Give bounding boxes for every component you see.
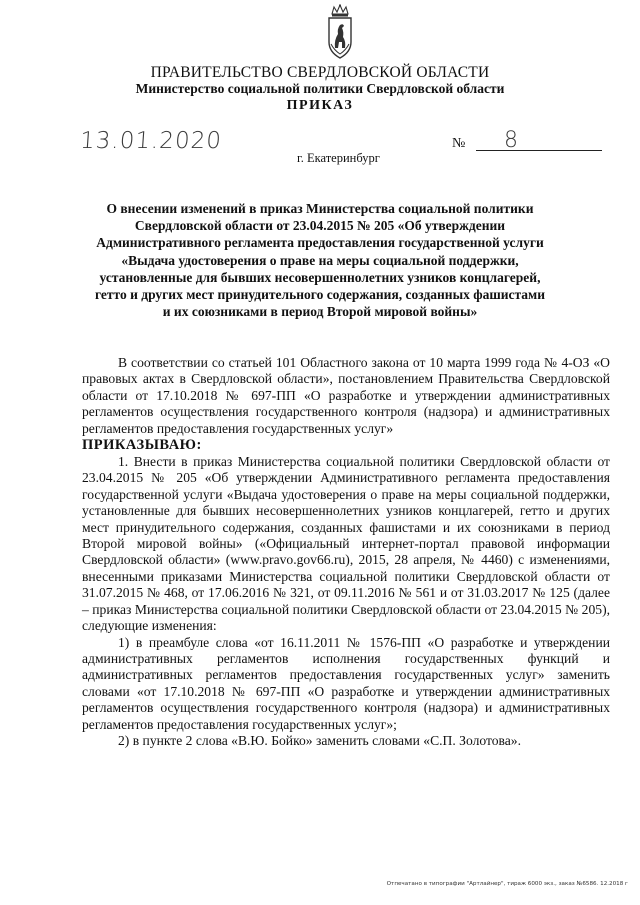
number-underline — [476, 150, 602, 151]
title-line: Административного регламента предоставления государственной услуги — [96, 235, 544, 251]
item-1-1-paragraph: 1) в преамбуле слова «от 16.11.2011 № 1576-ПП «О разработке и утверждении административных регламентов исполнения государственных функций и административных регламентов предоставления государственных услуг» заменить словами «от 17.10.2018 № 697-ПП «О разработке и утверждении административных регламентов осуществления государственного контроля (надзора) и административных регламентов предоставления государственных услуг»; — [82, 634, 610, 732]
document-body — [82, 355, 610, 749]
document-type: ПРИКАЗ — [286, 98, 354, 113]
title-line: и их союзниками в период Второй мировой войны» — [162, 304, 478, 320]
title-line: Свердловской области от 23.04.2015 № 205 «Об утверждении — [134, 218, 506, 234]
order-keyword: ПРИКАЗЫВАЮ: — [82, 437, 202, 454]
title-line: О внесении изменений в приказ Министерства социальной политики — [106, 201, 534, 216]
item-1-paragraph: 1. Внести в приказ Министерства социальной политики Свердловской области от 23.04.2015 № 205 «Об утверждении Административного регламента предоставления государственной услуги «Выдача удостоверения о праве на меры социальной поддержки, установленные для бывших несовершеннолетних узников концлагерей, гетто и других мест принудительного содержания, созданных фашистами и их союзниками в период Второй мировой войны» («Официальный интернет-портал правовой информации Свердловской области» (www.pravo.gov66.ru), 2015, 28 апреля, № 4460) с изменениями, внесенными приказами Министерства социальной политики Свердловской области от 31.07.2015 № 468, от 17.06.2016 № 321, от 09.11.2016 № 561 и от 31.03.2017 № 125 (далее – приказ Министерства социальной политики Свердловской области от 23.04.2015 № 205), следующие изменения: — [82, 454, 610, 634]
coat-of-arms-icon — [326, 4, 354, 60]
item-1-2-paragraph: 2) в пункте 2 слова «В.Ю. Бойко» заменить словами «С.П. Золотова». — [118, 732, 521, 748]
print-note: Отпечатано в типографии "Артлайнер", тираж 6000 экз., заказ №6586. 12.2018 г — [386, 881, 628, 887]
title-line: гетто и других мест принудительного содержания, созданных фашистами — [94, 287, 546, 303]
document-title — [60, 200, 580, 320]
ministry-name: Министерство социальной политики Свердловской области — [135, 81, 505, 96]
government-name: ПРАВИТЕЛЬСТВО СВЕРДЛОВСКОЙ ОБЛАСТИ — [150, 64, 490, 81]
title-line: «Выдача удостоверения о праве на меры социальной поддержки, — [121, 252, 519, 268]
order-date: 13.01.2020 — [79, 128, 223, 154]
number-label: № — [452, 136, 466, 151]
city: г. Екатеринбург — [297, 151, 380, 165]
order-number: 8 — [504, 128, 518, 153]
title-line: установленные для бывших несовершеннолетних узников концлагерей, — [99, 269, 541, 285]
preamble-paragraph: В соответствии со статьей 101 Областного закона от 10 марта 1999 года № 4-ОЗ «О правовых актах в Свердловской области», постановлением Правительства Свердловской области от 17.10.2018 № 697-ПП «О разработке и утверждении административных регламентов осуществления государственного контроля (надзора) и административных регламентов предоставления государственных услуг» — [82, 355, 610, 436]
